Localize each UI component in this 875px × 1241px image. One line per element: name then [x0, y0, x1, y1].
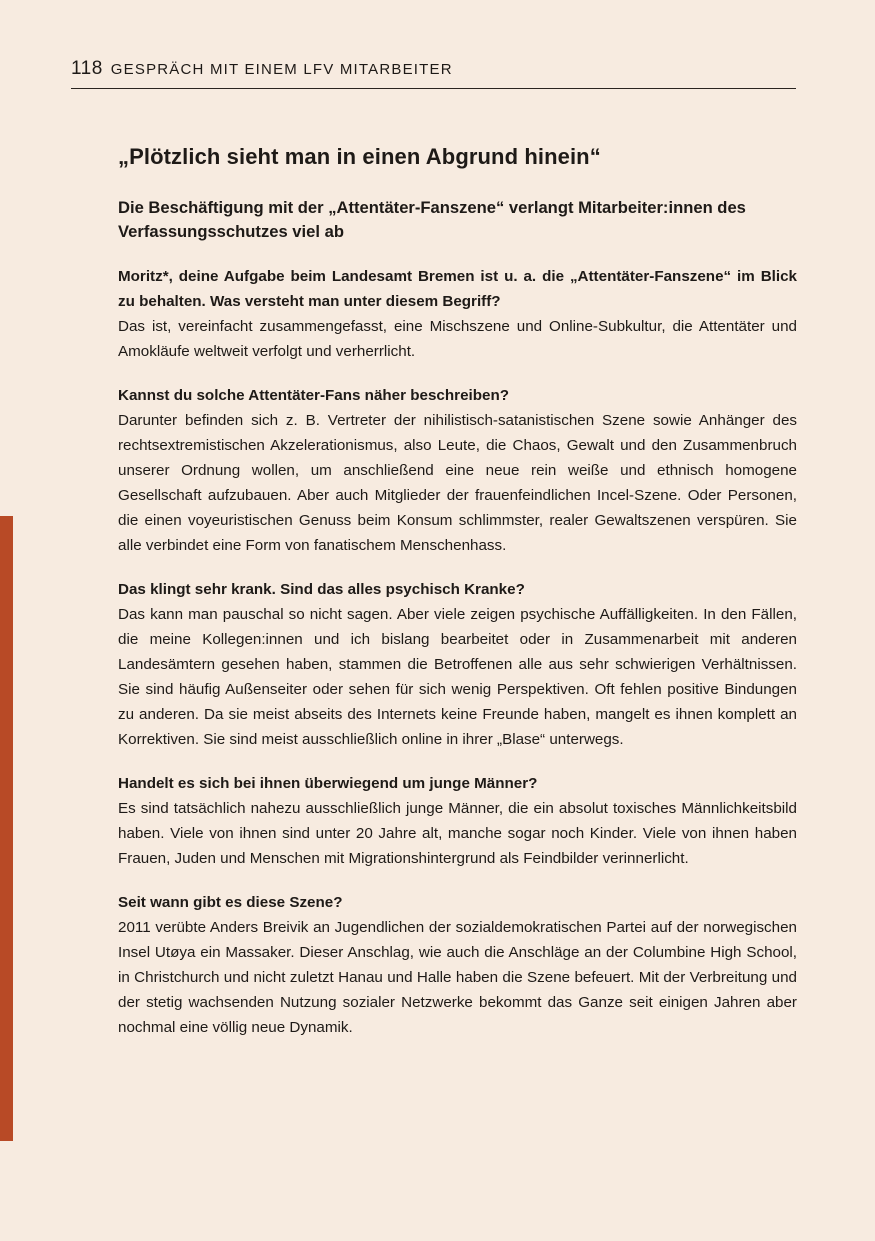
qa-block	[118, 264, 797, 364]
article-body	[118, 140, 797, 1040]
qa-block	[118, 890, 797, 1040]
qa-block	[118, 577, 797, 752]
interview-answer: Das kann man pauschal so nicht sagen. Aber viele zeigen psychische Auffälligkeiten. In den Fällen, die meine Kollegen:innen und ich bislang bearbeitet oder in Zusammenarbeit mit anderen Landesämtern gesehen haben, stammen die Betroffenen alle aus sehr schwierigen Verhältnissen. Sie sind häufig Außenseiter oder sehen für sich wenig Perspektiven. Oft fehlen positive Bindungen zu anderen. Da sie meist abseits des Internets keine Freunde haben, mangelt es ihnen komplett an Korrektiven. Sie sind meist ausschließlich online in ihrer „Blase“ unterwegs.	[118, 606, 797, 748]
article-subheadline: Die Beschäftigung mit der „Attentäter-Fanszene“ verlangt Mitarbeiter:innen des Verfassungsschutzes viel ab	[118, 198, 746, 241]
accent-side-bar	[0, 516, 13, 1141]
interview-question: Handelt es sich bei ihnen überwiegend um junge Männer?	[118, 775, 538, 792]
running-header	[71, 58, 796, 89]
interview-question: Das klingt sehr krank. Sind das alles psychisch Kranke?	[118, 581, 525, 598]
interview-question: Moritz*, deine Aufgabe beim Landesamt Bremen ist u. a. die „Attentäter-Fanszene“ im Blick zu behalten. Was versteht man unter diesem Begriff?	[118, 268, 797, 310]
interview-answer: Darunter befinden sich z. B. Vertreter der nihilistisch-satanistischen Szene sowie Anhänger des rechtsextremistischen Akzelerationismus, also Leute, die Chaos, Gewalt und den Zusammenbruch unserer Ordnung wollen, um anschließend eine neue rein weiße und ethnisch homogene Gesellschaft aufzubauen. Aber auch Mitglieder der frauenfeindlichen Incel-Szene. Oder Personen, die einen voyeuristischen Genuss beim Konsum schlimmster, realer Gewaltszenen verspüren. Sie alle verbindet eine Form von fanatischem Menschenhass.	[118, 412, 797, 554]
page-number: 118	[71, 58, 103, 79]
interview-question: Seit wann gibt es diese Szene?	[118, 894, 343, 911]
article-headline: „Plötzlich sieht man in einen Abgrund hinein“	[118, 144, 601, 169]
interview-answer: Das ist, vereinfacht zusammengefasst, eine Mischszene und Online-Subkultur, die Attentäter und Amokläufe weltweit verfolgt und verherrlicht.	[118, 318, 797, 360]
interview-answer: Es sind tatsächlich nahezu ausschließlich junge Männer, die ein absolut toxisches Männlichkeitsbild haben. Viele von ihnen sind unter 20 Jahre alt, manche sogar noch Kinder. Viele von ihnen haben Frauen, Juden und Menschen mit Migrationshintergrund als Feindbilder verinnerlicht.	[118, 800, 797, 867]
qa-block	[118, 383, 797, 558]
running-title: GESPRÄCH MIT EINEM LFV MITARBEITER	[110, 61, 453, 78]
interview-question: Kannst du solche Attentäter-Fans näher beschreiben?	[118, 387, 510, 404]
interview-answer: 2011 verübte Anders Breivik an Jugendlichen der sozialdemokratischen Partei auf der norwegischen Insel Utøya ein Massaker. Dieser Anschlag, wie auch die Anschläge an der Columbine High School, in Christchurch und nicht zuletzt Hanau und Halle haben die Szene befeuert. Mit der Verbreitung und der stetig wachsenden Nutzung sozialer Netzwerke bekommt das Ganze seit einigen Jahren aber nochmal eine völlig neue Dynamik.	[118, 919, 797, 1036]
qa-block	[118, 771, 797, 871]
